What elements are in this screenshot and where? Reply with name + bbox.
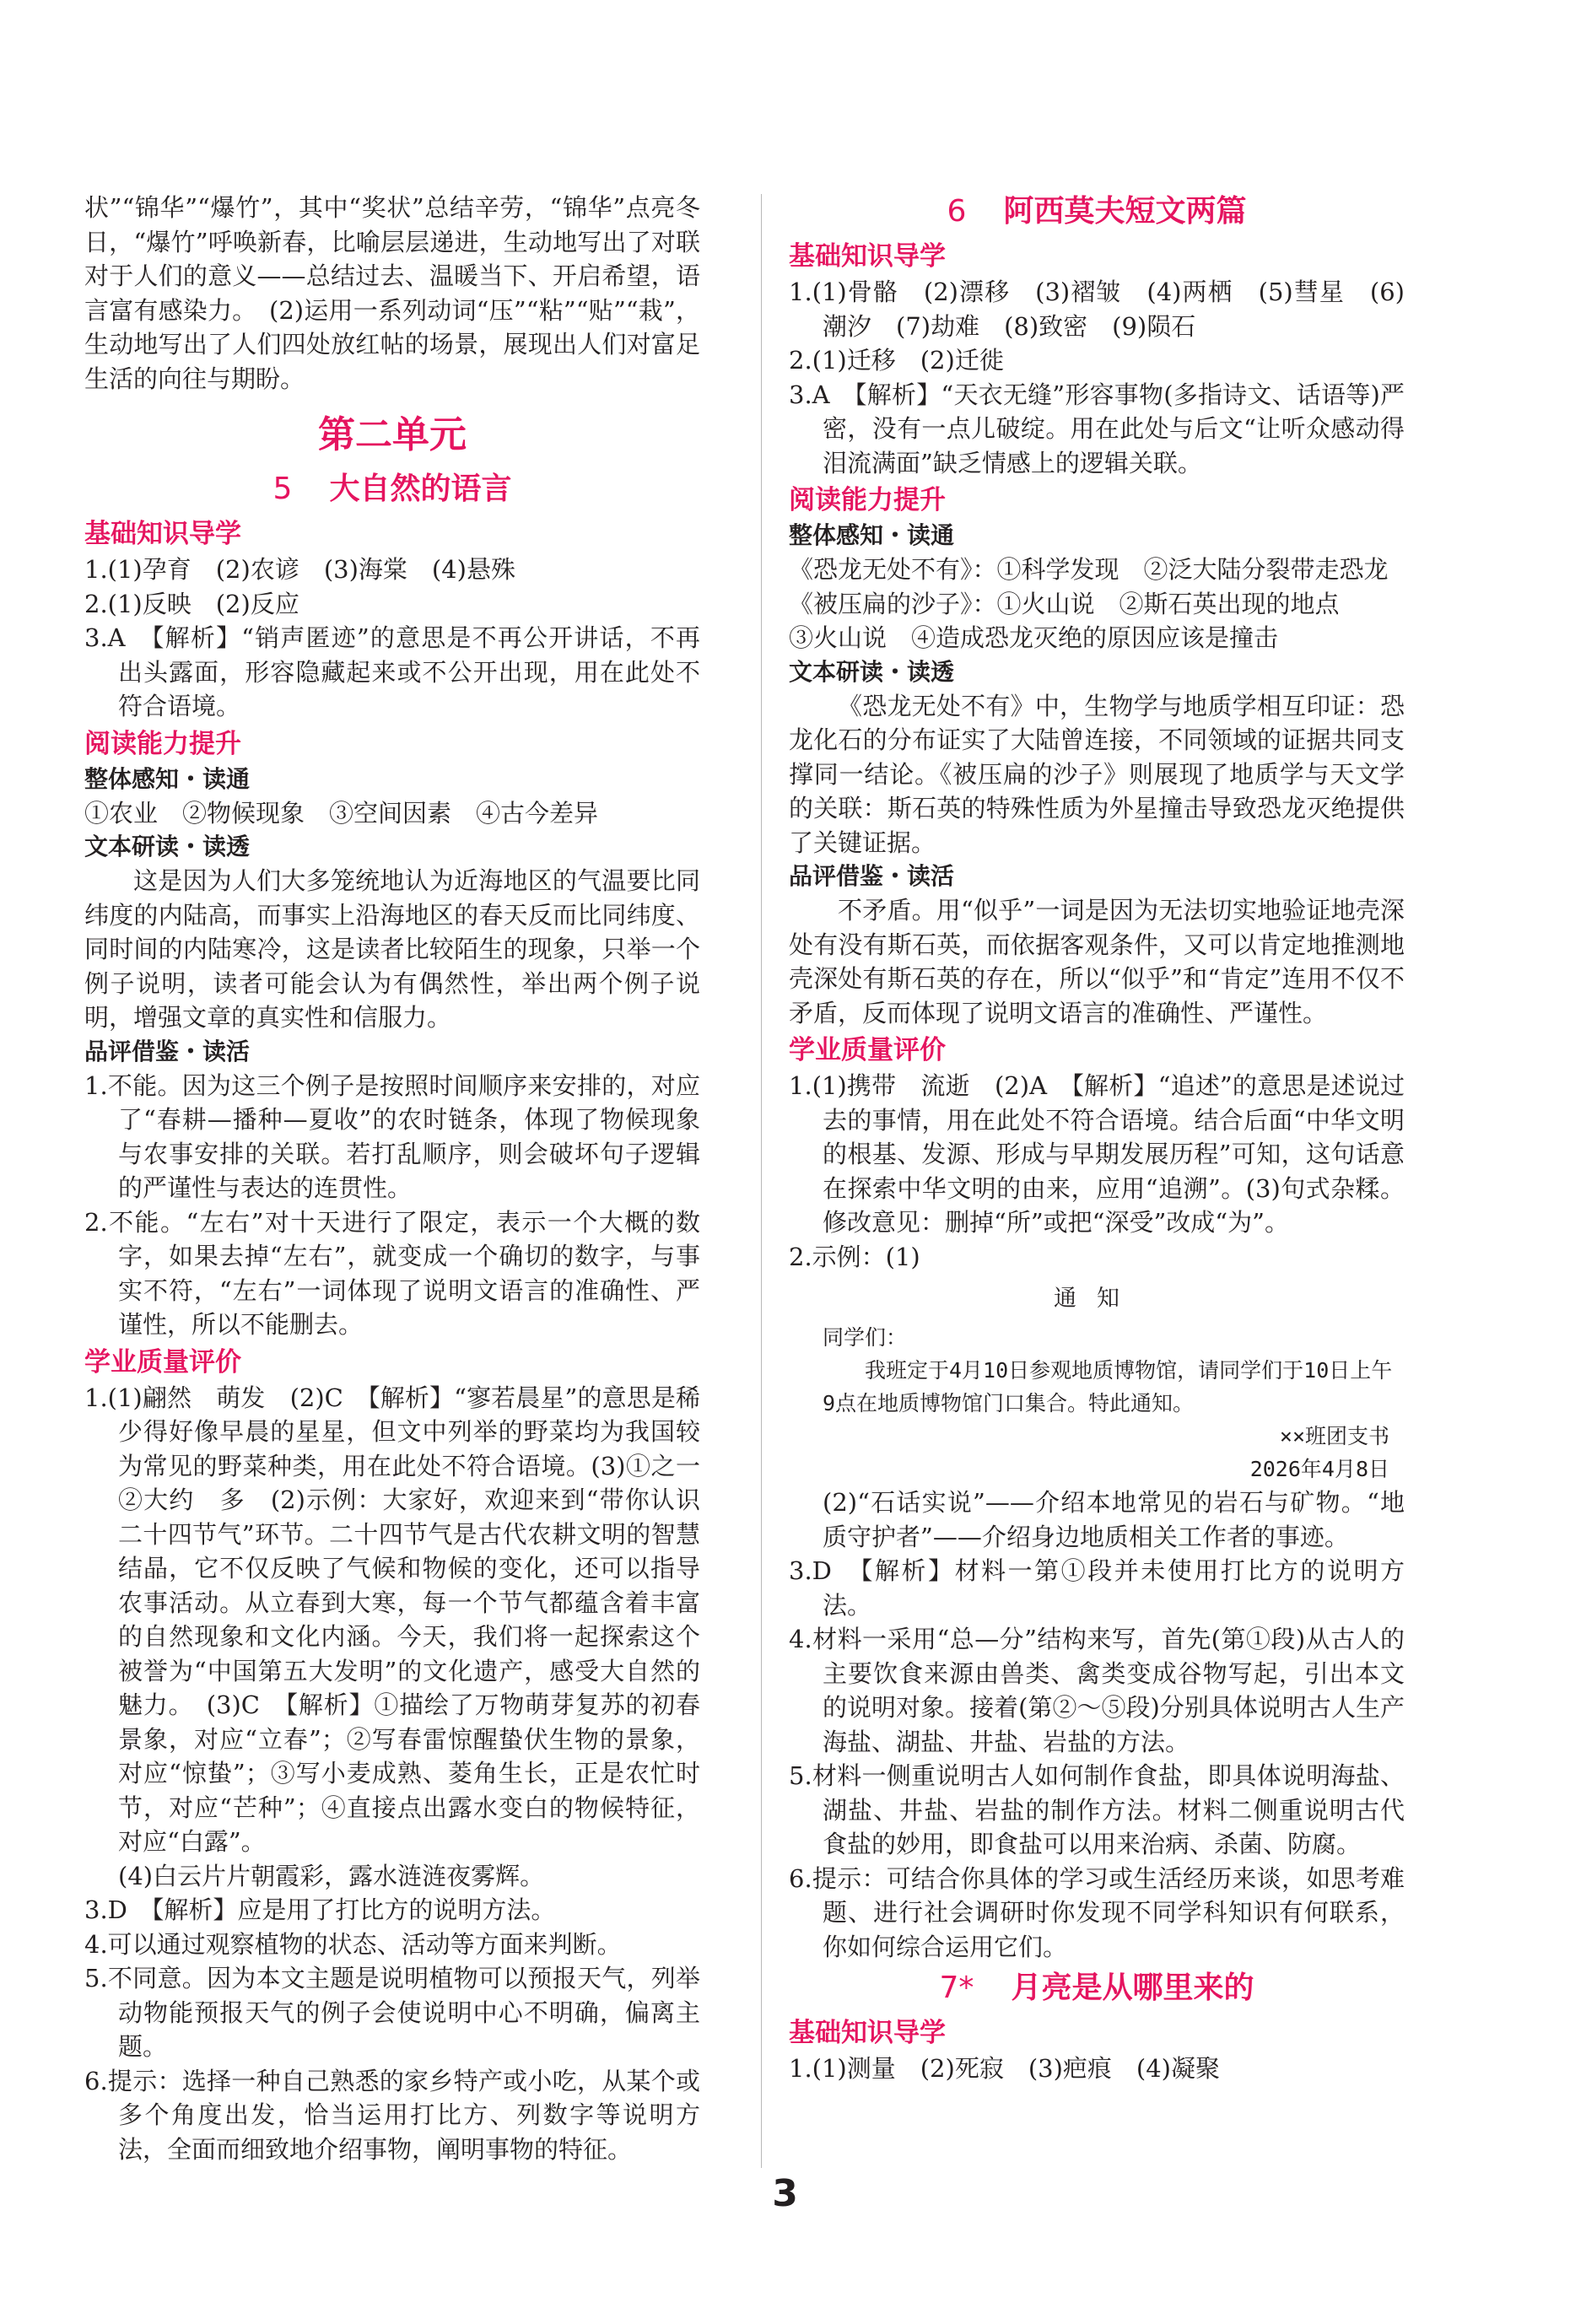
notice-title: 通知	[1054, 1286, 1140, 1312]
lesson-6-heading	[789, 191, 1405, 233]
answer-item: 2.(1)迁移 (2)迁徙	[789, 346, 1004, 375]
text-study-answer: 《恐龙无处不有》中，生物学与地质学相互印证：恐龙化石的分布证实了大陆曾连接，不同领域的证据共同支撑同一结论。《被压扁的沙子》则展现了地质学与天文学的关联：斯石英的特殊性质为外星撞击导致恐龙灭绝提供了关键证据。	[789, 691, 1405, 857]
intro-paragraph: 状”“锦华”“爆竹”，其中“奖状”总结辛劳，“锦华”点亮冬日，“爆竹”呼唤新春，比喻层层递进，生动地写出了对联对于人们的意义——总结过去、温暖当下、开启希望，语言富有感染力。 (2)运用一系列动词“压”“粘”“贴”“栽”，生动地写出了人们四处放红帖的场景，展现出人们对富足生活的向往与期盼。	[84, 193, 700, 393]
notice-body: 我班定于4月10日参观地质博物馆，请同学们于10日上午9点在地质博物馆门口集合。特此通知。	[823, 1358, 1393, 1415]
answer-item: 1.(1)孕育 (2)农谚 (3)海棠 (4)悬殊	[84, 555, 515, 584]
lesson-number: 6	[947, 194, 967, 229]
answer-item: 3.A 【解析】“天衣无缝”形容事物(多指诗文、话语等)严密，没有一点儿破绽。用在此处与后文“让听众感动得泪流满面”缺乏情感上的逻辑关联。	[789, 380, 1405, 477]
answer-item: 2.(1)反映 (2)反应	[84, 589, 299, 618]
text-study-answer: 这是因为人们大多笼统地认为近海地区的气温要比同纬度的内陆高，而事实上沿海地区的春天反而比同纬度、同时间的内陆寒冷，这是读者比较陌生的现象，只举一个例子说明，读者可能会认为有偶然性，举出两个例子说明，增强文章的真实性和信服力。	[84, 866, 700, 1032]
answer-item: (4)白云片片朝霞彩，露水涟涟夜雾辉。	[118, 1861, 545, 1890]
answer-item: 1.(1)携带 流逝 (2)A 【解析】“追述”的意思是述说过去的事情，用在此处不符合语境。结合后面“中华文明的根基、发源、形成与早期发展历程”可知，这句话意在探索中华文明的由来，应用“追溯”。(3)句式杂糅。修改意见：删掉“所”或把“深受”改成“为”。	[789, 1071, 1405, 1237]
notice-date: 2026年4月8日	[1249, 1457, 1389, 1481]
text-study-label: 文本研读・读透	[789, 657, 955, 686]
overall-label: 整体感知・读通	[789, 521, 955, 549]
column-divider	[761, 194, 762, 2168]
section-basic: 基础知识导学	[789, 2018, 946, 2048]
section-quality: 学业质量评价	[789, 1035, 946, 1065]
answer-item: 1.不能。因为这三个例子是按照时间顺序来安排的，对应了“春耕—播种—夏收”的农时链条，体现了物候现象与农事安排的关联。若打乱顺序，则会破坏句子逻辑的严谨性与表达的连贯性。	[84, 1070, 700, 1202]
section-quality: 学业质量评价	[84, 1346, 241, 1378]
answer-item: 4.可以通过观察植物的状态、活动等方面来判断。	[84, 1929, 622, 1959]
lesson-title: 阿西莫夫短文两篇	[1003, 194, 1247, 229]
answer-item: 3.D 【解析】材料一第①段并未使用打比方的说明方法。	[789, 1556, 1405, 1620]
section-reading: 阅读能力提升	[84, 728, 241, 759]
overall-answer: 《被压扁的沙子》：①火山说 ②斯石英出现的地点	[789, 589, 1340, 618]
page-number: 3	[772, 2172, 798, 2215]
left-column	[84, 191, 726, 2166]
appreciate-label: 品评借鉴・读活	[84, 1037, 251, 1065]
answer-item: 4.材料一采用“总—分”结构来写，首先(第①段)从古人的主要饮食来源由兽类、禽类变成谷物写起，引出本文的说明对象。接着(第②～⑤段)分别具体说明古人生产海盐、湖盐、井盐、岩盐的方法。	[789, 1625, 1405, 1756]
answer-item: 2.示例：(1)	[789, 1242, 920, 1271]
answer-item: (2)“石话实说”——介绍本地常见的岩石与矿物。“地质守护者”——介绍身边地质相关工作者的事迹。	[823, 1488, 1405, 1551]
answer-item: 3.D 【解析】应是用了打比方的说明方法。	[84, 1895, 556, 1924]
overall-label: 整体感知・读通	[84, 764, 251, 793]
section-reading: 阅读能力提升	[789, 485, 946, 515]
answer-item: 1.(1)测量 (2)死寂 (3)疤痕 (4)凝聚	[789, 2054, 1220, 2083]
lesson-title: 月亮是从哪里来的	[1011, 1971, 1254, 2005]
overall-answer: ①农业 ②物候现象 ③空间因素 ④古今差异	[84, 798, 599, 828]
notice-signer: ××班团支书	[1279, 1424, 1389, 1448]
lesson-number: 5	[272, 472, 293, 506]
answer-item: 6.提示：选择一种自己熟悉的家乡特产或小吃，从某个或多个角度出发，恰当运用打比方、列数字等说明方法，全面而细致地介绍事物，阐明事物的特征。	[84, 2066, 700, 2164]
section-basic: 基础知识导学	[789, 241, 946, 272]
lesson-5-heading	[84, 468, 700, 510]
notice-block	[789, 1281, 1405, 1486]
appreciate-answer: 不矛盾。用“似乎”一词是因为无法切实地验证地壳深处有没有斯石英，而依据客观条件，又可以肯定地推测地壳深处有斯石英的存在，所以“似乎”和“肯定”连用不仅不矛盾，反而体现了说明文语言的准确性、严谨性。	[789, 896, 1405, 1027]
unit-title: 第二单元	[318, 413, 467, 456]
text-study-label: 文本研读・读透	[84, 833, 251, 860]
answer-item: 5.不同意。因为本文主题是说明植物可以预报天气，列举动物能预报天气的例子会使说明中心不明确，偏离主题。	[84, 1964, 700, 2061]
right-column	[789, 191, 1405, 2086]
answer-item: 5.材料一侧重说明古人如何制作食盐，即具体说明海盐、湖盐、井盐、岩盐的制作方法。材料二侧重说明古代食盐的妙用，即食盐可以用来治病、杀菌、防腐。	[789, 1761, 1405, 1858]
answer-item: 1.(1)骨骼 (2)漂移 (3)褶皱 (4)两栖 (5)彗星 (6)潮汐 (7)劫难 (8)致密 (9)陨石	[789, 278, 1405, 341]
lesson-number: 7*	[939, 1971, 974, 2005]
notice-greeting: 同学们：	[823, 1325, 908, 1350]
lesson-title: 大自然的语言	[329, 472, 512, 506]
answer-item: 2.不能。“左右”对十天进行了限定，表示一个大概的数字，如果去掉“左右”，就变成一个确切的数字，与事实不符，“左右”一词体现了说明文语言的准确性、严谨性，所以不能删去。	[84, 1207, 700, 1339]
section-basic: 基础知识导学	[84, 519, 241, 549]
appreciate-label: 品评借鉴・读活	[789, 862, 955, 890]
overall-answer: ③火山说 ④造成恐龙灭绝的原因应该是撞击	[789, 623, 1279, 652]
answer-item: 1.(1)翩然 萌发 (2)C 【解析】“寥若晨星”的意思是稀少得好像早晨的星星，但文中列举的野菜均为我国较为常见的野菜种类，用在此处不符合语境。(3)①之一 ②大约 多 (2)示例：大家好，欢迎来到“带你认识二十四节气”环节。二十四节气是古代农耕文明的智慧结晶，它不仅反映了气候和物候的变化，还可以指导农事活动。从立春到大寒，每一个节气都蕴含着丰富的自然现象和文化内涵。今天，我们将一起探索这个被誉为“中国第五大发明”的文化遗产，感受大自然的魅力。 (3)C 【解析】①描绘了万物萌芽复苏的初春景象，对应“立春”；②写春雷惊醒蛰伏生物的景象，对应“惊蛰”；③写小麦成熟、菱角生长，正是农忙时节，对应“芒种”；④直接点出露水变白的物候特征，对应“白露”。	[84, 1383, 726, 1856]
answer-item: 3.A 【解析】“销声匿迹”的意思是不再公开讲话，不再出头露面，形容隐藏起来或不公开出现，用在此处不符合语境。	[84, 623, 700, 720]
lesson-7-heading	[789, 1967, 1405, 2009]
answer-item: 6.提示：可结合你具体的学习或生活经历来谈，如思考难题、进行社会调研时你发现不同学科知识有何联系，你如何综合运用它们。	[789, 1863, 1405, 1961]
overall-answer: 《恐龙无处不有》：①科学发现 ②泛大陆分裂带走恐龙	[789, 555, 1389, 584]
